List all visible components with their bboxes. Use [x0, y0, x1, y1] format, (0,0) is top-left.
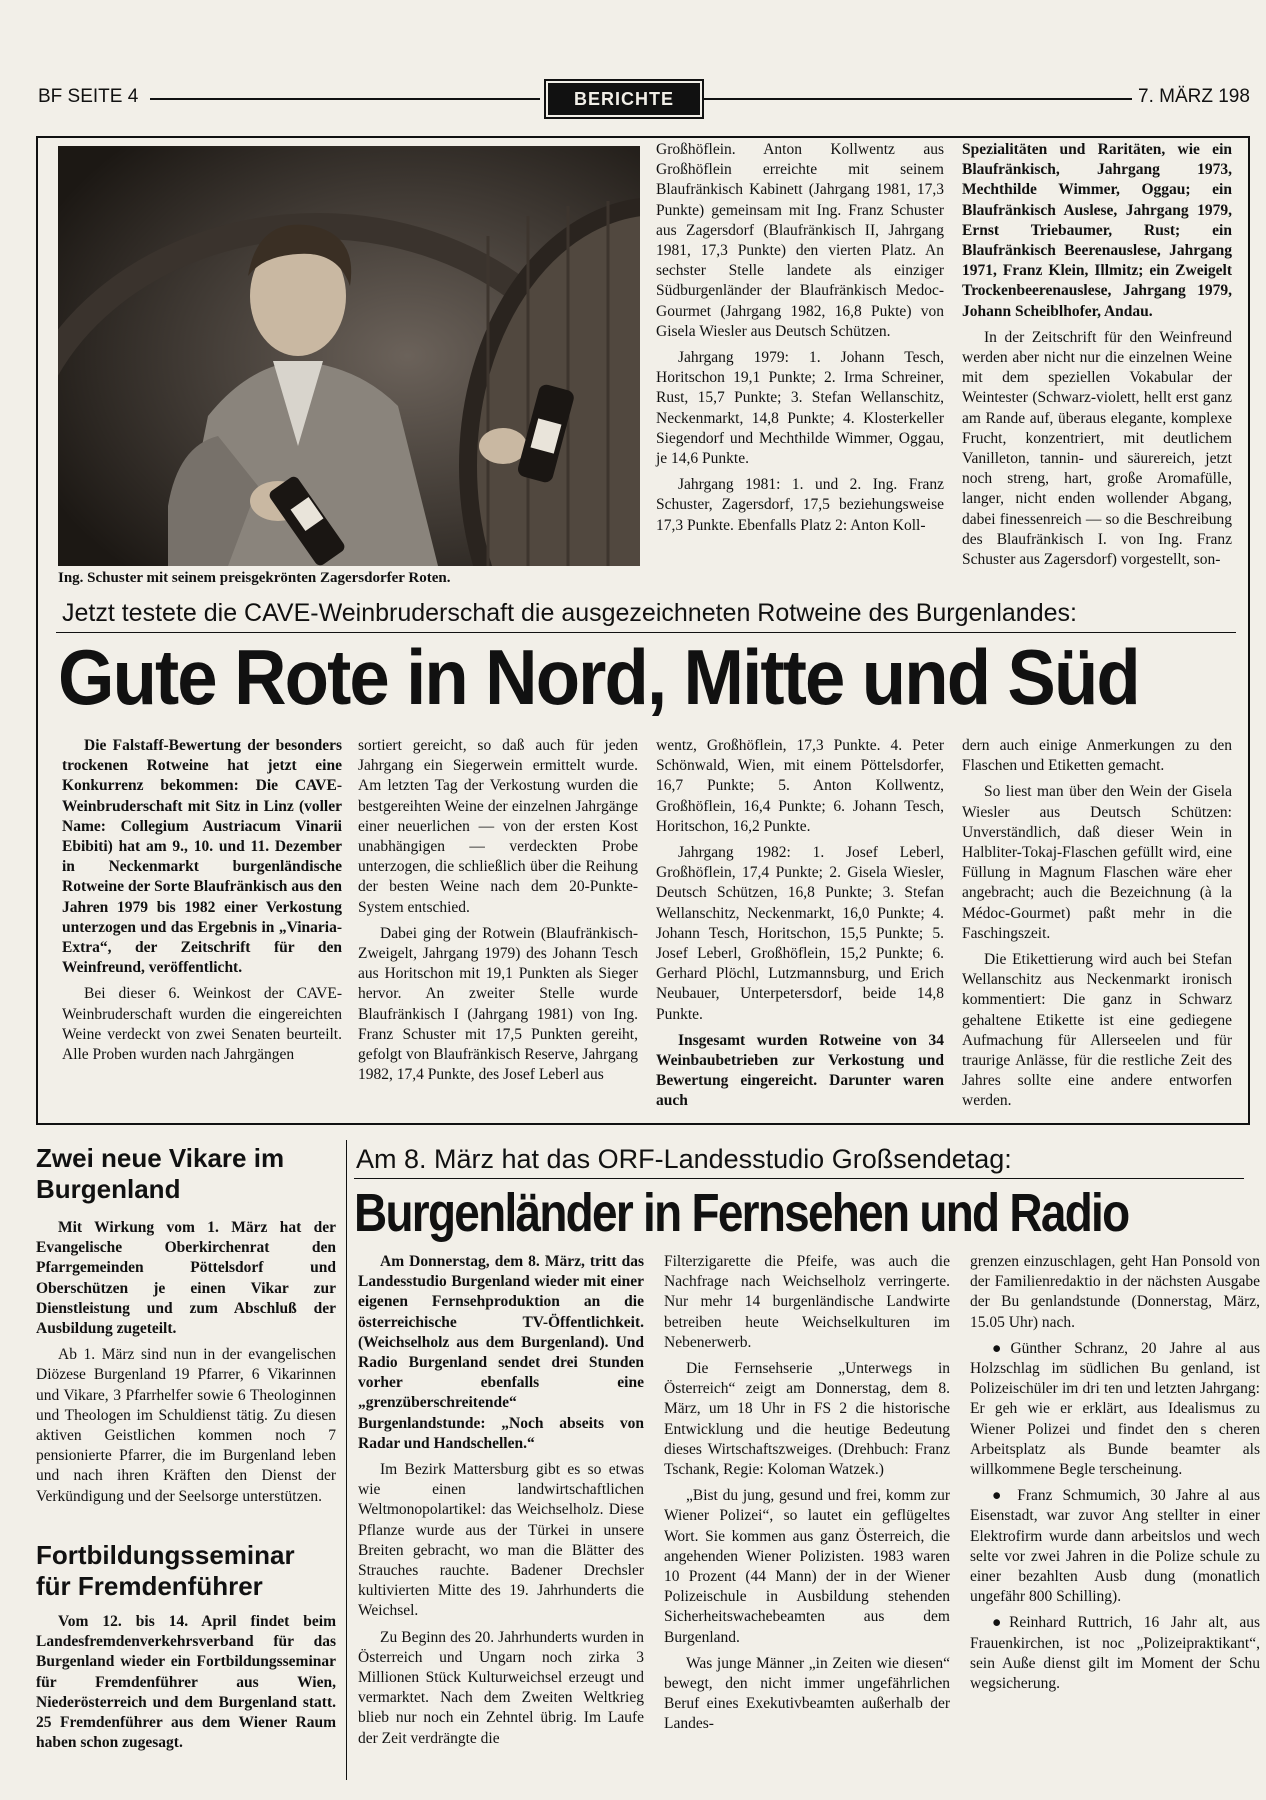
paragraph: So liest man über den Wein der Gisela Wiesler aus Deutsch Schützen: Unverständlich, daß dieser Wein in Halbliter-Tokaj-Flaschen gefüllt wird, eine Füllung in Magnum Flaschen wäre eher angebracht; auch die Bezeichnung (à la Médoc-Gourmet) paßt mehr in die Faschingszeit.: [962, 783, 1232, 942]
paragraph: grenzen einzuschlagen, geht Han Ponsold von der Familienredaktio in der nächsten Ausgabe der Bu genlandstunde (Donnerstag, März, 15.05 Uhr) nach.: [970, 1253, 1260, 1331]
orf-kicker-underline: [354, 1178, 1244, 1179]
paragraph: Bei dieser 6. Weinkost der CAVE-Weinbruderschaft wurden die eingereichten Weine verdeckt von zwei Senaten beurteilt. Alle Proben wurden nach Jahrgängen: [62, 985, 342, 1064]
paragraph: ● Franz Schmumich, 30 Jahre al aus Eisenstadt, war zuvor Ang stellter in einer Elektrofirm wurde dann arbeitslos und wech selte vor zwei Jahren in die Polize schule zu einer bezahlten Ausb dung (monatlich ungefähr 800 Schilling).: [970, 1487, 1260, 1606]
paragraph: Insgesamt wurden Rotweine von 34 Weinbaubetrieben zur Verkostung und Bewertung eingereicht. Darunter waren auch: [656, 1031, 944, 1110]
paragraph: ●Reinhard Ruttrich, 16 Jahr alt, aus Frauenkirchen, ist noc „Polizeipraktikant“, sein Auße dienst gilt im Moment der Schu wegsicherung.: [970, 1614, 1260, 1693]
paragraph: Jahrgang 1979: 1. Johann Tesch, Horitschon 19,1 Punkte; 2. Irma Schreiner, Rust, 15,7 Punkte; 3. Stefan Wellanschitz, Neckenmarkt, 14,8 Punkte; 4. Klosterkeller Siegendorf und Mechthilde Wimmer, Oggau, je 14,6 Punkte.: [656, 349, 944, 468]
paragraph: Mit Wirkung vom 1. März hat der Evangelische Oberkirchenrat den Pfarrgemeinden Pöttelsdorf und Oberschützen je einen Vikar zur Dienstleistung und zum Abschluß der Ausbildung zugeteilt.: [36, 1219, 336, 1338]
paragraph: Dabei ging der Rotwein (Blaufränkisch-Zweigelt, Jahrgang 1979) des Johann Tesch aus Horitschon mit 19,1 Punkten als Sieger hervor. An zweiter Stelle wurde Blaufränkisch I (Jahrgang 1981) von Ing. Franz Schuster mit 17,5 Punkten gereiht, gefolgt von Blaufränkisch Reserve, Jahrgang 1982, 17,4 Punkte, des Josef Leberl aus: [358, 924, 638, 1084]
winemaker-photo-illustration: [58, 146, 640, 566]
wine-column-4: [962, 736, 1232, 1118]
paragraph: Die Etikettierung wird auch bei Stefan Wellanschitz aus Neckenmarkt ironisch kommentiert: Die ganz in Schwarz gehaltene Etikette ist eine gediegene Aufmachung für Allerseelen und für traurige Anlässe, für die restliche Zeit des Jahres sollte eine andere entworfen werden.: [962, 951, 1232, 1110]
photo-caption: Ing. Schuster mit seinem preisgekrönten Zagersdorfer Roten.: [58, 570, 451, 586]
sidebar-divider: [346, 1140, 347, 1780]
paragraph: Die Falstaff-Bewertung der besonders trockenen Rotweine hat jetzt eine Konkurrenz bekommen: Die CAVE-Weinbruderschaft mit Sitz in Linz (voller Name: Collegium Austriacum Vinarii Ebibiti) hat am 9., 10. und 11. Dezember in Neckenmarkt burgenländische Rotweine der Sorte Blaufränkisch aus den Jahren 1979 bis 1982 einer Verkostung unterzogen und das Ergebnis in „Vinaria-Extra“, der Zeitschrift für den Weinfreund, veröffentlicht.: [62, 737, 342, 977]
winemaker-photo: [58, 146, 640, 566]
paragraph: ●Günther Schranz, 20 Jahre al aus Holzschlag im südlichen Bu genland, ist Polizeischüler im dri ten und letzten Jahrgang: Er geh wie er erklärt, aus Idealismus zu Wiener Polizei und findet den s cheren Arbeitsplatz als Bunde beamter als willkommene Begle terscheinung.: [970, 1339, 1260, 1479]
header-rule-left: [150, 98, 540, 100]
paragraph: Die Fernsehserie „Unterwegs in Österreich“ zeigt am Donnerstag, dem 8. März, um 18 Uhr in FS 2 die historische Entwicklung und die heutige Bedeutung dieses Wirtschaftszweiges. (Drehbuch: Franz Tschank, Regie: Koloman Watzek.): [664, 1360, 950, 1479]
rubric-badge: BERICHTE: [548, 83, 700, 115]
vikare-body: [36, 1218, 336, 1513]
vikare-heading: Zwei neue Vikare im Burgenland: [36, 1143, 285, 1204]
paragraph: sortiert gereicht, so daß auch für jeden Jahrgang ein Siegerwein ermittelt wurde. Am letzten Tag der Verkostung wurden die bestgereihten Weine der einzelnen Jahrgänge einer neuerlichen — von der ersten Kost unabhängigen — verdeckten Probe unterzogen, die schließlich über die Reihung der besten Weine nach dem 20-Punkte-System entschied.: [358, 737, 638, 916]
paragraph: dern auch einige Anmerkungen zu den Flaschen und Etiketten gemacht.: [962, 737, 1232, 775]
paragraph: „Bist du jung, gesund und frei, komm zur Wiener Polizei“, so lautet ein geflügeltes Wort. Sie kommen aus ganz Österreich, die angehenden Wiener Polizisten. 1983 waren 10 Prozent (44 Mann) der in der Wiener Polizeischule in Ausbildung stehenden Sicherheitswachebeamten aus dem Burgenland.: [664, 1487, 950, 1646]
paragraph: Ab 1. März sind nun in der evangelischen Diözese Burgenland 19 Pfarrer, 6 Vikarinnen und Vikare, 3 Pfarrhelfer sowie 6 Theologinnen und Theologen im Schuldienst tätig. Zu diesen aktiven Geistlichen kommen noch 7 pensionierte Pfarrer, die im Burgenland leben und nach ihren Kräften den Dienst der Verkündigung und der Seelsorge unterstützen.: [36, 1346, 336, 1505]
paragraph: Zu Beginn des 20. Jahrhunderts wurden in Österreich und Ungarn noch zirka 3 Millionen Stück Kulturweichsel erzeugt und vermarktet. Nach dem Zweiten Weltkrieg blieb nur noch ein Zehntel übrig. Im Laufe der Zeit verdrängte die: [358, 1628, 644, 1747]
orf-column-3: [970, 1252, 1260, 1700]
page-date: 7. MÄRZ 198: [1138, 86, 1250, 107]
seminar-heading: Fortbildungsseminar für Fremdenführer: [36, 1540, 295, 1601]
paragraph: Großhöflein. Anton Kollwentz aus Großhöflein erreichte mit seinem Blaufränkisch Kabinett (Jahrgang 1981, 17,3 Punkte) gemeinsam mit Ing. Franz Schuster aus Zagersdorf (Blaufränkisch II, Jahrgang 1981, 17,3 Punkte) den vierten Platz. An sechster Stelle landete als einziger Südburgenländer der Blaufränkisch Medoc-Gourmet (Jahrgang 1982, 16,8 Pukte) von Gisela Wiesler aus Deutsch Schützen.: [656, 141, 944, 340]
wine-kicker: Jetzt testete die CAVE-Weinbruderschaft die ausgezeichneten Rotweine des Burgenlandes:: [62, 599, 1077, 627]
paragraph: Jahrgang 1981: 1. und 2. Ing. Franz Schuster, Zagersdorf, 17,5 beziehungsweise 17,3 Punkte. Ebenfalls Platz 2: Anton Koll-: [656, 476, 944, 534]
header-rule-right: [704, 98, 1132, 100]
seminar-body: [36, 1612, 336, 1759]
wine-column-1: [62, 736, 342, 1071]
paragraph: Spezialitäten und Raritäten, wie ein Blaufränkisch, Jahrgang 1973, Mechthilde Wimmer, Oggau; ein Blaufränkisch Auslese, Jahrgang 1979, Ernst Triebaumer, Rust; ein Blaufränkisch Beerenauslese, Jahrgang 1971, Franz Klein, Illmitz; ein Zweigelt Trockenbeerenauslese, Jahrgang 1979, Johann Scheiblhofer, Andau.: [962, 141, 1232, 320]
wine-headline: Gute Rote in Nord, Mitte und Süd: [58, 633, 1139, 721]
paragraph: Filterzigarette die Pfeife, was auch die Nachfrage nach Weichselholz verringerte. Nur mehr 14 burgenländische Landwirte betreiben heute Weichselkulturen im Nebenerwerb.: [664, 1253, 950, 1351]
orf-headline: Burgenländer in Fernsehen und Radio: [354, 1183, 1129, 1243]
paragraph: Vom 12. bis 14. April findet beim Landesfremdenverkehrsverband für das Burgenland wieder ein Fortbildungsseminar für Fremdenführer aus Wien, Niederösterreich und dem Burgenland statt. 25 Fremdenführer aus dem Wiener Raum haben schon zugesagt.: [36, 1613, 336, 1752]
wine-top-column-2: [962, 140, 1232, 576]
wine-column-3: [656, 736, 944, 1118]
paragraph: Was junge Männer „in Zeiten wie diesen“ bewegt, den nicht immer ungefährlichen Beruf eines Exekutivbeamten außerhalb der Landes-: [664, 1654, 950, 1733]
paragraph: Im Bezirk Mattersburg gibt es so etwas wie einen landwirtschaftlichen Weltmonopolartikel: das Weichselholz. Diese Pflanze wurde aus der Türkei in unsere Breiten gebracht, wo man die Blätter des Strauches rauchte. Badener Drechsler kultivierten Mitte des 19. Jahrhunderts die Weichsel.: [358, 1461, 644, 1620]
orf-kicker: Am 8. März hat das ORF-Landesstudio Großsendetag:: [356, 1144, 1012, 1174]
orf-column-1: [358, 1252, 644, 1755]
paragraph: Jahrgang 1982: 1. Josef Leberl, Großhöflein, 17,4 Punkte; 2. Gisela Wiesler, Deutsch Schützen, 16,8 Punkte; 3. Stefan Wellanschitz, Neckenmarkt, 16,0 Punkte; 4. Johann Tesch, Horitschon, 15,5 Punkte; 5. Josef Leberl, Großhöflein, 15,2 Punkte; 6. Gerhard Plöchl, Lutzmannsburg, und Erich Neubauer, Unterpetersdorf, beide 14,8 Punkte.: [656, 844, 944, 1023]
page-section: BF SEITE 4: [38, 86, 139, 107]
paragraph: wentz, Großhöflein, 17,3 Punkte. 4. Peter Schönwald, Wien, mit einem Pöttelsdorfer, 16,7 Punkte; 5. Anton Kollwentz, Großhöflein, 16,4 Punkte; 6. Johann Tesch, Horitschon, 16,2 Punkte.: [656, 737, 944, 835]
paragraph: Am Donnerstag, dem 8. März, tritt das Landesstudio Burgenland wieder mit einer eigenen Fernsehproduktion an die österreichische TV-Öffentlichkeit. (Weichselholz aus dem Burgenland). Und Radio Burgenland sendet drei Stunden vorher ebenfalls eine „grenzüberschreitende“ Burgenlandstunde: „Noch abseits von Radar und Handschellen.“: [358, 1253, 644, 1452]
orf-column-2: [664, 1252, 950, 1741]
paragraph: In der Zeitschrift für den Weinfreund werden aber nicht nur die einzelnen Weine mit dem speziellen Vokabular der Weintester (Schwarz-violett, hellt erst ganz am Rande auf, überaus elegante, komplexe Frucht, konzentriert, mit deutlichem Vanilleton, tannin- und säurereich, jetzt noch streng, hart, große Aromafülle, langer, nicht enden wollender Abgang, dabei finessenreich — so die Beschreibung des Blaufränkisch I. von Ing. Franz Schuster aus Zagersdorf) vorgestellt, son-: [962, 328, 1232, 569]
wine-column-2: [358, 736, 638, 1091]
wine-top-column-1: [656, 140, 944, 542]
